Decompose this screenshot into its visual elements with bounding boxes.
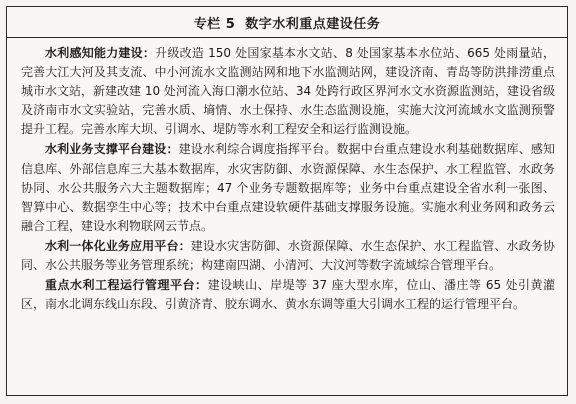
box-title: 数字水利重点建设任务	[245, 16, 381, 32]
paragraph-heading: 水利感知能力建设：	[45, 46, 156, 60]
box-title-bar	[7, 7, 567, 38]
paragraph-text: 建设水利综合调度指挥平台。数据中台重点建设水利基础数据库、感知信息库、外部信息库三大基本数据库，水灾害防御、水资源保障、水生态保护、水工程监管、水政务协同、水公共服务六大主题数据库；47 个业务专题数据库等；业务中台重点建设全省水利一张图、智算中心、数据孪生中心等；技术中台重点建设软硬件基础支撑服务设施。实施水利业务网和政务云融合工程，建设水利物联网云节点。	[21, 142, 555, 233]
paragraph-operation-platform	[21, 276, 555, 314]
paragraph-heading: 重点水利工程运行管理平台：	[45, 278, 208, 293]
box-tag: 专栏 5	[193, 16, 236, 32]
paragraph-support-platform	[21, 140, 555, 235]
paragraph-text: 升级改造 150 处国家基本水文站、8 处国家基本水位站、665 处雨量站，完善大江大河及其支流、中小河流水文监测站网和地下水监测站网，建设济南、青岛等防洪排涝重点城市水文站，新建改建 10 处河流入海口潮水位站、34 处跨行政区界河水文水资源监测站，建设省级及济南市水文实验站，完善水质、墒情、水土保持、水生态监测设施，实施大汶河流域水文监测预警提升工程。完善水库大坝、引调水、堤防等水利工程安全和运行监测设施。	[21, 46, 555, 137]
paragraph-heading: 水利业务支撑平台建设：	[45, 142, 179, 157]
feature-box	[6, 6, 568, 396]
box-content	[7, 38, 567, 314]
paragraph-text: 建设峡山、岸堤等 37 座大型水库，位山、潘庄等 65 处引黄灌区，南水北调东线山东段、引黄济青、胶东调水、黄水东调等重大引调水工程的运行管理平台。	[21, 278, 555, 312]
paragraph-heading: 水利一体化业务应用平台：	[45, 238, 191, 253]
paragraph-application-platform	[21, 237, 555, 275]
paragraph-text: 建设水灾害防御、水资源保障、水生态保护、水工程监管、水政务协同、水公共服务等业务管理系统；构建南四湖、小清河、大汶河等数字流域综合管理平台。	[21, 238, 555, 273]
paragraph-sensing	[21, 44, 555, 139]
